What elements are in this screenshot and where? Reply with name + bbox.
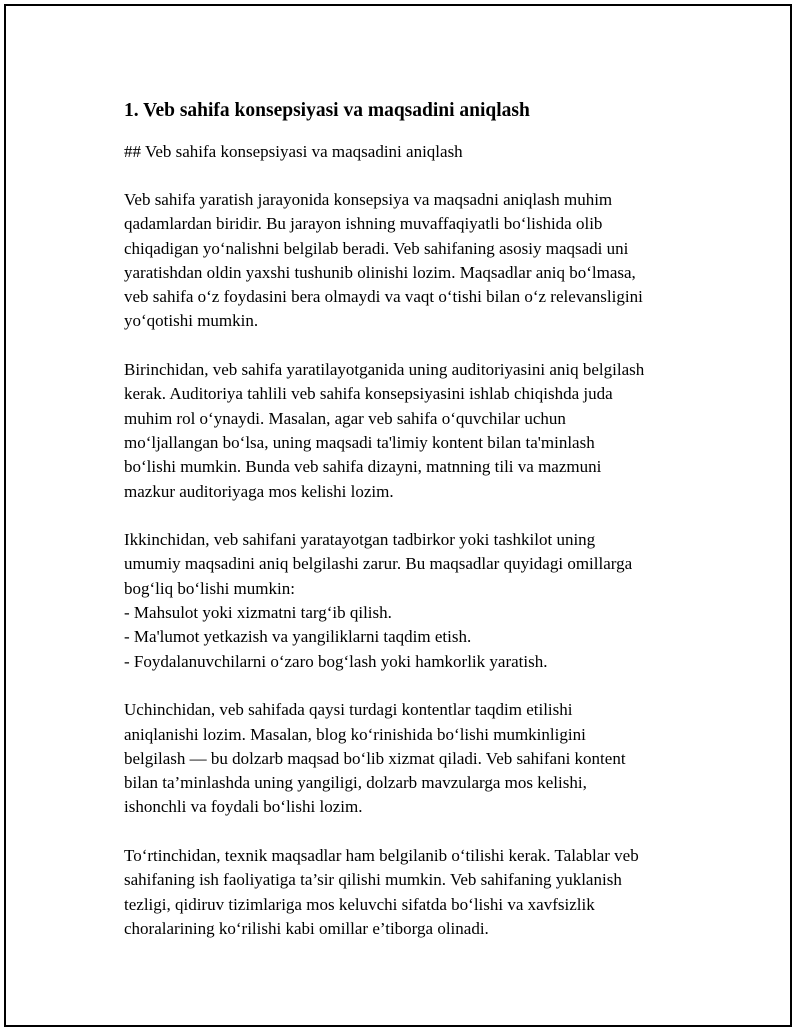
paragraph-line: Veb sahifa yaratish jarayonida konsepsiya va maqsadni aniqlash muhim xyxy=(124,190,613,209)
list-item: - Foydalanuvchilarni o‘zaro bog‘lash yoki hamkorlik yaratish. xyxy=(124,651,548,671)
paragraph-line: Birinchidan, veb sahifa yaratilayotganida uning auditoriyasini aniq belgilash xyxy=(124,360,645,380)
paragraph-line: bog‘liq bo‘lishi mumkin: xyxy=(124,578,295,598)
paragraph-third xyxy=(124,698,704,819)
paragraph-line: sahifaning ish faoliyatiga ta’sir qilishi mumkin. Veb sahifaning yuklanish xyxy=(124,870,622,890)
paragraph-first xyxy=(124,358,704,504)
paragraph-line: choralarining ko‘rilishi kabi omillar e’tiborga olinadi. xyxy=(124,918,489,938)
paragraph-line: ishonchli va foydali bo‘lishi lozim. xyxy=(124,797,363,817)
paragraph-line: Ikkinchidan, veb sahifani yaratayotgan tadbirkor yoki tashkilot uning xyxy=(124,530,596,550)
paragraph-line: bilan ta’minlashda uning yangiligi, dolzarb mavzularga mos kelishi, xyxy=(124,773,587,793)
document-subheading: ## Veb sahifa konsepsiyasi va maqsadini aniqlash xyxy=(124,142,463,161)
list-item: - Mahsulot yoki xizmatni targ‘ib qilish. xyxy=(124,603,392,623)
paragraph-line: yaratishdan oldin yaxshi tushunib olinishi lozim. Maqsadlar aniq bo‘lmasa, xyxy=(124,262,636,282)
list-item: - Ma'lumot yetkazish va yangiliklarni taqdim etish. xyxy=(124,627,472,647)
paragraph-line: Uchinchidan, veb sahifada qaysi turdagi kontentlar taqdim etilishi xyxy=(124,700,573,720)
paragraph-line: aniqlanishi lozim. Masalan, blog ko‘rinishida bo‘lishi mumkinligini xyxy=(124,724,586,744)
paragraph-line: veb sahifa o‘z foydasini bera olmaydi va vaqt o‘tishi bilan o‘z relevansligini xyxy=(124,287,643,307)
paragraph-line: mazkur auditoriyaga mos kelishi lozim. xyxy=(124,481,394,501)
paragraph-line: qadamlardan biridir. Bu jarayon ishning muvaffaqiyatli bo‘lishida olib xyxy=(124,214,603,234)
paragraph-line: yo‘qotishi mumkin. xyxy=(124,311,259,331)
paragraph-second xyxy=(124,528,704,674)
paragraph-line: bo‘lishi mumkin. Bunda veb sahifa dizayni, matnning tili va mazmuni xyxy=(124,457,602,477)
paragraph-line: belgilash — bu dolzarb maqsad bo‘lib xizmat qiladi. Veb sahifani kontent xyxy=(124,748,626,768)
page-frame xyxy=(4,4,792,1027)
paragraph-line: umumiy maqsadini aniq belgilashi zarur. Bu maqsadlar quyidagi omillarga xyxy=(124,554,633,574)
paragraph-line: To‘rtinchidan, texnik maqsadlar ham belgilanib o‘tilishi kerak. Talablar veb xyxy=(124,846,639,866)
document-title: 1. Veb sahifa konsepsiyasi va maqsadini aniqlash xyxy=(124,100,530,121)
paragraph-line: kerak. Auditoriya tahlili veb sahifa konsepsiyasini ishlab chiqishda juda xyxy=(124,384,613,404)
paragraph-line: mo‘ljallangan bo‘lsa, uning maqsadi ta'limiy kontent bilan ta'minlash xyxy=(124,432,595,452)
document-body xyxy=(124,98,704,966)
paragraph-line: muhim rol o‘ynaydi. Masalan, agar veb sahifa o‘quvchilar uchun xyxy=(124,408,566,428)
paragraph-line: chiqadigan yo‘nalishni belgilab beradi. Veb sahifaning asosiy maqsadi uni xyxy=(124,238,629,258)
paragraph-intro xyxy=(124,188,704,334)
paragraph-fourth xyxy=(124,844,704,941)
paragraph-line: tezligi, qidiruv tizimlariga mos keluvchi sifatda bo‘lishi va xavfsizlik xyxy=(124,894,595,914)
